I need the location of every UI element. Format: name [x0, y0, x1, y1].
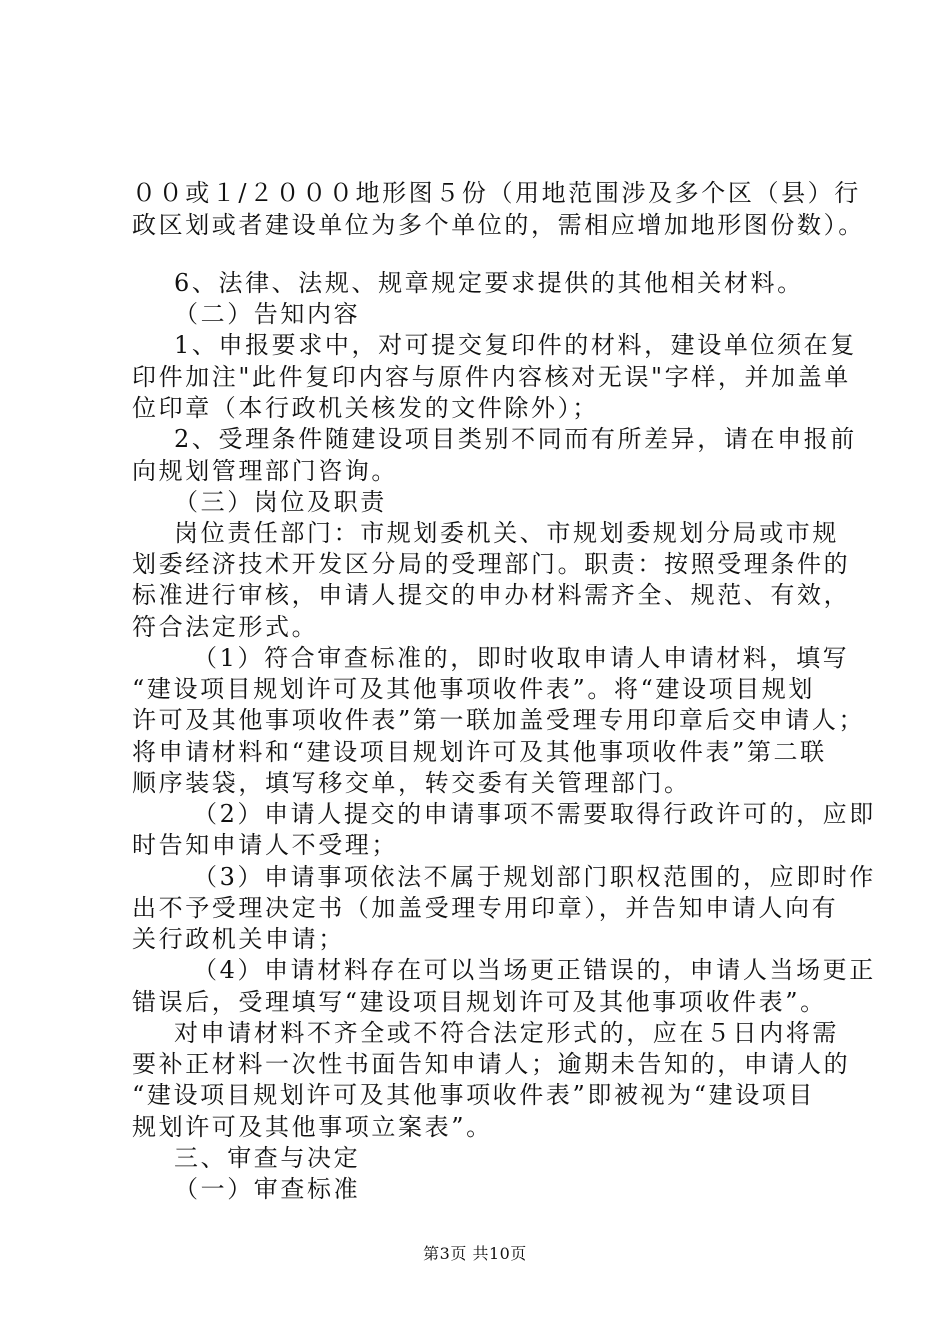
text-line: 位印章（本行政机关核发的文件除外）；	[132, 394, 599, 422]
text-line: 对申请材料不齐全或不符合法定形式的，应在５日内将需	[174, 1019, 839, 1047]
text-line: （1）符合审查标准的，即时收取申请人申请材料，填写	[193, 644, 850, 672]
text-line: 符合法定形式。	[132, 613, 319, 641]
text-line: 印件加注"此件复印内容与原件内容核对无误"字样，并加盖单	[132, 363, 851, 391]
text-line: 1、申报要求中，对可提交复印件的材料，建设单位须在复	[174, 331, 857, 359]
page-number-footer: 第3页 共10页	[423, 1244, 527, 1263]
text-line: 2、受理条件随建设项目类别不同而有所差异，请在申报前	[174, 425, 857, 453]
text-line: 要补正材料一次性书面告知申请人；逾期未告知的，申请人的	[132, 1050, 851, 1078]
text-line: “建设项目规划许可及其他事项收件表”即被视为“建设项目	[132, 1081, 816, 1109]
section-heading: （一）审查标准	[174, 1175, 361, 1203]
text-line: “建设项目规划许可及其他事项收件表”。将“建设项目规划	[132, 675, 816, 703]
text-line: 错误后，受理填写“建设项目规划许可及其他事项收件表”。	[132, 988, 827, 1016]
section-heading: （三）岗位及职责	[174, 488, 387, 516]
text-line: ００或１/２０００地形图５份（用地范围涉及多个区（县）行	[132, 179, 861, 207]
section-heading: 三、审查与决定	[174, 1144, 361, 1172]
text-line: 政区划或者建设单位为多个单位的，需相应增加地形图份数）。	[132, 211, 865, 239]
text-line: （3）申请事项依法不属于规划部门职权范围的，应即时作	[193, 863, 876, 891]
text-line: 向规划管理部门咨询。	[132, 457, 398, 485]
text-line: （2）申请人提交的申请事项不需要取得行政许可的，应即	[193, 800, 876, 828]
text-line: 划委经济技术开发区分局的受理部门。职责：按照受理条件的	[132, 550, 851, 578]
text-line: （4）申请材料存在可以当场更正错误的，申请人当场更正	[193, 956, 876, 984]
text-line: 许可及其他事项收件表”第一联加盖受理专用印章后交申请人；	[132, 706, 866, 734]
text-line: 岗位责任部门：市规划委机关、市规划委规划分局或市规	[174, 519, 839, 547]
section-heading: （二）告知内容	[174, 300, 361, 328]
text-line: 6、法律、法规、规章规定要求提供的其他相关材料。	[174, 269, 804, 297]
text-line: 时告知申请人不受理；	[132, 831, 398, 859]
text-line: 关行政机关申请；	[132, 925, 345, 953]
text-line: 出不予受理决定书（加盖受理专用印章），并告知申请人向有	[132, 894, 839, 922]
text-line: 标准进行审核，申请人提交的申办材料需齐全、规范、有效，	[132, 581, 851, 609]
text-line: 将申请材料和“建设项目规划许可及其他事项收件表”第二联	[132, 738, 827, 766]
text-line: 顺序装袋，填写移交单，转交委有关管理部门。	[132, 769, 691, 797]
text-line: 规划许可及其他事项立案表”。	[132, 1113, 493, 1141]
